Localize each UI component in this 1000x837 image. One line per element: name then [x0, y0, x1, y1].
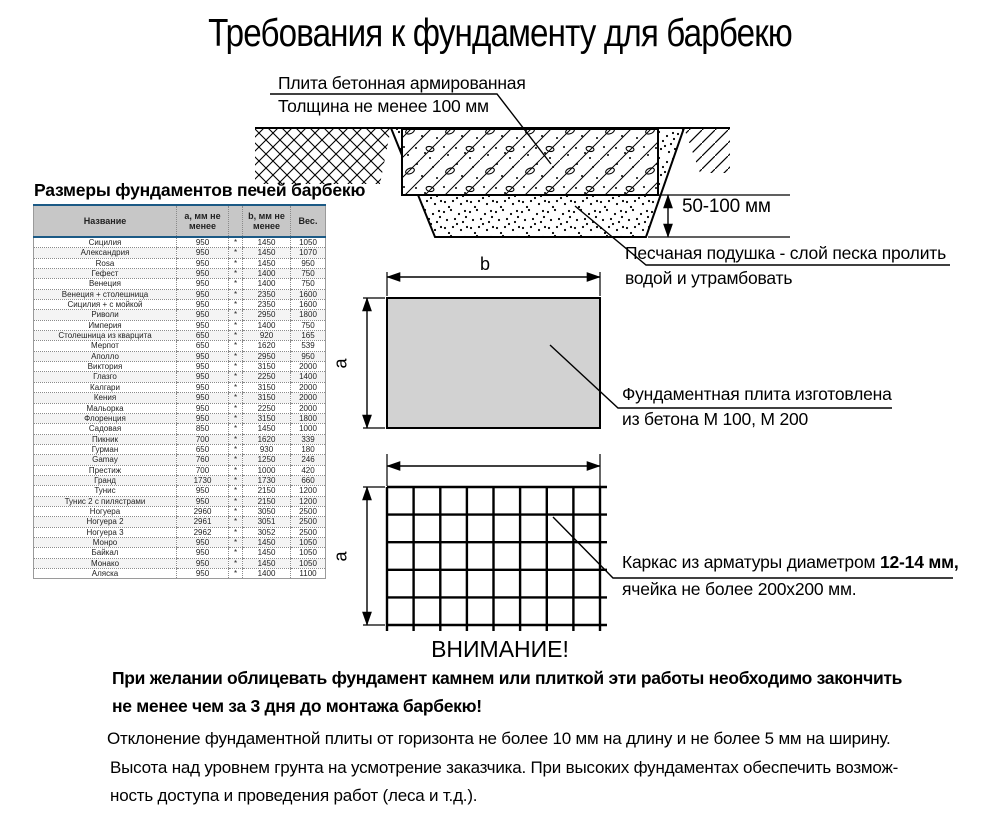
plan-dim-a-label: a — [330, 358, 351, 369]
table-row: Монро 950 * 1450 1050 — [34, 537, 326, 547]
table-row: Империя 950 * 1400 750 — [34, 320, 326, 330]
plan-dim-b-label: b — [480, 254, 491, 274]
column-header — [229, 205, 243, 237]
mesh-note-line1-normal: Каркас из арматуры диаметром — [622, 552, 880, 572]
table-row: Rosa 950 * 1450 950 — [34, 258, 326, 268]
column-header: Вес. — [291, 205, 326, 237]
ground-hatch-right — [684, 128, 730, 173]
table-row: Тунис 2 с пилястрами 950 * 2150 1200 — [34, 496, 326, 506]
mesh-note-line1-bold: 12-14 мм, — [879, 552, 959, 572]
tolerance-note: Отклонение фундаментной плиты от горизонта не более 10 мм на длину и не более 5 мм на ширину. — [107, 729, 891, 748]
warning-line2: не менее чем за 3 дня до монтажа барбекю! — [112, 696, 482, 716]
table-row: Байкал 950 * 1450 1050 — [34, 548, 326, 558]
mesh-dim-ticks — [387, 454, 600, 486]
slab-note-line1: Плита бетонная армированная — [278, 73, 526, 93]
table-row: Аполло 950 * 2950 950 — [34, 351, 326, 361]
table-row: Калгари 950 * 3150 2000 — [34, 382, 326, 392]
height-note-line2: ность доступа и проведения работ (леса и т.д.). — [110, 786, 478, 805]
plan-note-line1: Фундаментная плита изготовлена — [622, 384, 892, 404]
column-header: a, мм не менее — [177, 205, 229, 237]
table-row: Садовая 850 * 1450 1000 — [34, 424, 326, 434]
dim-b-extensions — [387, 272, 600, 296]
table-row: Сицилия 950 * 1450 1050 — [34, 237, 326, 248]
table-row: Мерпот 650 * 1620 539 — [34, 341, 326, 351]
table-row: Мальорка 950 * 2250 2000 — [34, 403, 326, 413]
mesh-dim-a-label: a — [330, 551, 351, 562]
table-row: Ногуера 3 2962 * 3052 2500 — [34, 527, 326, 537]
table-header-row — [34, 205, 326, 237]
sand-note-line2: водой и утрамбовать — [625, 268, 793, 288]
table-row: Столешница из кварцита 650 * 920 165 — [34, 331, 326, 341]
table-row: Ногуера 2960 * 3050 2500 — [34, 506, 326, 516]
table-row: Тунис 950 * 2150 1200 — [34, 486, 326, 496]
table-row: Виктория 950 * 3150 2000 — [34, 362, 326, 372]
table-row: Гефест 950 * 1400 750 — [34, 269, 326, 279]
table-row: Аляска 950 * 1400 1100 — [34, 569, 326, 579]
page-title: Требования к фундаменту для барбекю — [208, 12, 792, 55]
table-row: Сицилия + с мойкой 950 * 2350 1600 — [34, 300, 326, 310]
attention-heading: ВНИМАНИЕ! — [431, 636, 569, 662]
table-row: Александрия 950 * 1450 1070 — [34, 248, 326, 258]
table-row: Кения 950 * 3150 2000 — [34, 393, 326, 403]
rebar-grid-diagram — [363, 454, 953, 631]
table-row: Флоренция 950 * 3150 1800 — [34, 413, 326, 423]
table-heading: Размеры фундаментов печей барбекю — [34, 180, 366, 200]
warning-line1: При желании облицевать фундамент камнем или плиткой эти работы необходимо закончить — [112, 668, 903, 688]
table-row: Гранд 1730 * 1730 660 — [34, 475, 326, 485]
height-note-line1: Высота над уровнем грунта на усмотрение заказчика. При высоких фундаментах обеспечить возмож- — [110, 758, 899, 777]
slab-note-line2: Толщина не менее 100 мм — [278, 96, 489, 116]
mesh-note-line2: ячейка не более 200х200 мм. — [622, 579, 857, 599]
column-header: Название — [34, 205, 177, 237]
concrete-slab-section — [402, 129, 658, 195]
foundation-table — [33, 204, 326, 579]
rebar-grid-lines — [387, 487, 607, 631]
table-row: Риволи 950 * 2950 1800 — [34, 310, 326, 320]
table-row: Гурман 650 * 930 180 — [34, 444, 326, 454]
sand-note-line1: Песчаная подушка - слой песка пролить — [625, 243, 946, 263]
table-row: Пикник 700 * 1620 339 — [34, 434, 326, 444]
table-row: Венеция 950 * 1400 750 — [34, 279, 326, 289]
slab-plan-rect — [387, 298, 600, 428]
ground-hatch-left — [255, 128, 391, 184]
table-row: Глазго 950 * 2250 1400 — [34, 372, 326, 382]
column-header: b, мм не менее — [243, 205, 291, 237]
table-row: Монако 950 * 1450 1050 — [34, 558, 326, 568]
table-row: Ногуера 2 2961 * 3051 2500 — [34, 517, 326, 527]
table-row: Престиж 700 * 1000 420 — [34, 465, 326, 475]
table-row: Gamay 760 * 1250 246 — [34, 455, 326, 465]
sand-depth-label: 50-100 мм — [682, 196, 771, 217]
plan-note-line2: из бетона М 100, М 200 — [622, 409, 809, 429]
table-row: Венеция + столешница 950 * 2350 1600 — [34, 289, 326, 299]
mesh-note-line1 — [622, 552, 959, 573]
